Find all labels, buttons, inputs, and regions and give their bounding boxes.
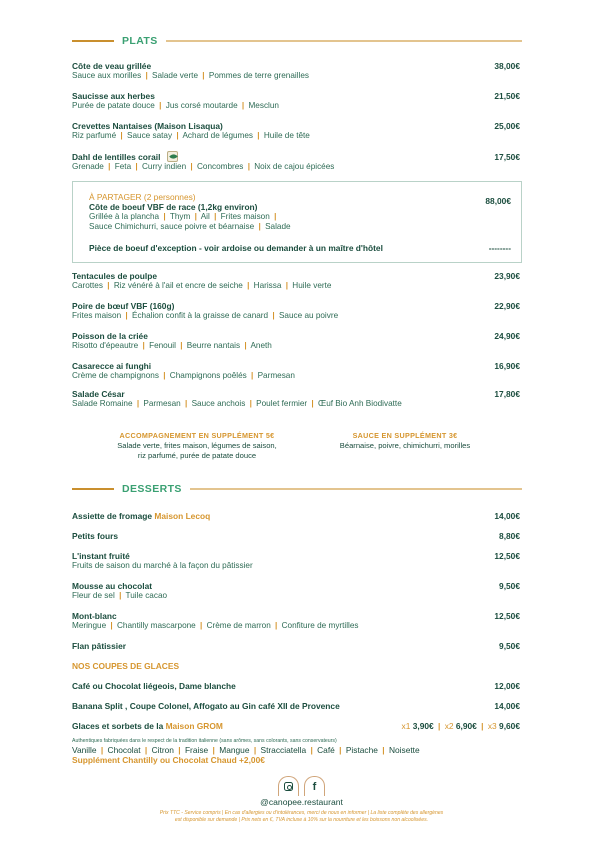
- desc-part: Tuile cacao: [125, 591, 168, 600]
- desc-part: Salade: [265, 222, 291, 231]
- item-name: L'instant fruité: [72, 551, 130, 561]
- item-name: Glaces et sorbets de la Maison GROM: [72, 721, 223, 731]
- desc-part: Sauce au poivre: [278, 311, 339, 320]
- desc-part: Noisette: [388, 745, 420, 755]
- item-name: Crevettes Nantaises (Maison Lisaqua): [72, 121, 223, 131]
- item-description: [72, 71, 520, 81]
- item-name: Saucisse aux herbes: [72, 91, 155, 101]
- separator: |: [145, 71, 148, 80]
- item-description: [72, 399, 520, 409]
- desc-part: Frites maison: [72, 311, 122, 320]
- menu-item: [72, 531, 520, 541]
- separator: |: [285, 281, 289, 290]
- desc-part: Fenouil: [149, 341, 176, 350]
- desc-part: Mangue: [219, 745, 250, 755]
- menu-item: [72, 91, 520, 111]
- item-name: Assiette de fromage Maison Lecoq: [72, 511, 211, 521]
- desc-part: Noix de cajou épicées: [254, 162, 335, 171]
- item-name: Petits fours: [72, 531, 119, 541]
- desc-part: Salade verte: [152, 71, 199, 80]
- divider-line: [190, 488, 522, 490]
- desc-part: Huile verte: [292, 281, 332, 290]
- brand-name: Maison Lecoq: [154, 511, 211, 521]
- item-description: [72, 101, 520, 111]
- item-name: Flan pâtissier: [72, 641, 126, 651]
- desc-part: Feta: [114, 162, 132, 171]
- menu-item: [72, 511, 520, 521]
- item-description: [72, 281, 520, 291]
- item-name: Côte de veau grillée: [72, 61, 152, 71]
- item-description: [72, 162, 520, 172]
- separator: |: [176, 131, 179, 140]
- exception-price: --------: [488, 243, 511, 253]
- separator: |: [214, 212, 217, 221]
- price: 9,60€: [496, 721, 520, 731]
- desc-part: Carottes: [72, 281, 103, 290]
- separator: |: [339, 745, 342, 755]
- item-price: 25,00€: [494, 121, 520, 131]
- supplement-text: Béarnaise, poivre, chimichurri, morilles: [339, 441, 471, 450]
- brand-name: Maison GROM: [165, 721, 223, 731]
- separator: |: [438, 721, 441, 731]
- item-description: [72, 591, 520, 601]
- item-description: [72, 621, 520, 631]
- item-description: [72, 371, 520, 381]
- menu-item: [72, 551, 520, 571]
- item-price: 17,80€: [494, 389, 520, 399]
- desc-part: Huile de tête: [263, 131, 310, 140]
- desc-part: Sauce Chimichurri, sauce poivre et béarnaise: [89, 222, 255, 231]
- menu-item: [72, 301, 520, 321]
- menu-item: [72, 389, 520, 409]
- quantity: x3: [487, 721, 497, 731]
- separator: |: [200, 621, 203, 630]
- desc-part: Achard de légumes: [182, 131, 254, 140]
- desc-part: Sauce satay: [127, 131, 173, 140]
- item-price: 24,90€: [494, 331, 520, 341]
- separator: |: [163, 371, 166, 380]
- desc-part: Risotto d'épeautre: [72, 341, 139, 350]
- item-price: 16,90€: [494, 361, 520, 371]
- desc-part: Vanille: [72, 745, 97, 755]
- desc-part: Crème de marron: [206, 621, 271, 630]
- desc-part: Jus corsé moutarde: [165, 101, 238, 110]
- item-price: 38,00€: [494, 61, 520, 71]
- menu-item: [72, 331, 520, 351]
- separator: |: [253, 745, 257, 755]
- desc-part: Parmesan: [143, 399, 181, 408]
- item-name: Poire de bœuf VBF (160g): [72, 301, 175, 311]
- divider-line: [166, 40, 522, 42]
- coupes-title: NOS COUPES DE GLACES: [72, 661, 180, 671]
- item-price: 9,50€: [499, 581, 520, 591]
- item-name: Banana Split , Coupe Colonel, Affogato au Gin café XII de Provence: [72, 701, 340, 711]
- separator: |: [178, 745, 181, 755]
- menu-item: [72, 121, 520, 141]
- item-description: [72, 341, 520, 351]
- item-name: Tentacules de poulpe: [72, 271, 158, 281]
- desc-part: Stracciatella: [260, 745, 307, 755]
- menu-item: [72, 681, 520, 691]
- item-price: 9,50€: [499, 641, 520, 651]
- item-price: 23,90€: [494, 271, 520, 281]
- desc-part: Champignons poêlés: [169, 371, 247, 380]
- desc-part: Café: [317, 745, 335, 755]
- desc-part: Fruits de saison du marché à la façon du pâtissier: [72, 561, 253, 570]
- separator: |: [185, 399, 188, 408]
- item-price: 12,00€: [494, 681, 520, 691]
- separator: |: [258, 222, 261, 231]
- quantity: x2: [444, 721, 454, 731]
- separator: |: [272, 311, 275, 320]
- legal-notice: Prix TTC - Service compris | En cas d'allergies ou d'intolérances, merci de nous en informer | La liste complète des allergènes est disponible sur demande | Prix nets en €, TVA incluse à 10% sur la nourriture et les boissons non alcoolisées.: [159, 810, 444, 823]
- social-links: [0, 776, 603, 796]
- separator: |: [247, 281, 250, 290]
- desc-part: Harissa: [253, 281, 282, 290]
- item-name: Café ou Chocolat liégeois, Dame blanche: [72, 681, 236, 691]
- desc-part: Échalion confit à la graisse de canard: [132, 311, 269, 320]
- separator: |: [190, 162, 193, 171]
- supplement-chantilly: Supplément Chantilly ou Chocolat Chaud +2,00€: [72, 755, 265, 765]
- desc-part: Chantilly mascarpone: [117, 621, 196, 630]
- menu-item: [72, 361, 520, 381]
- divider-line: [72, 488, 114, 490]
- vegetarian-leaf-icon: [167, 151, 178, 162]
- grom-fine-print: Authentiques fabriquées dans le respect de la tradition italienne (sans arômes, sans colorants, sans conservateurs): [72, 738, 337, 744]
- desc-part: Concombres: [196, 162, 244, 171]
- item-price: 21,50€: [494, 91, 520, 101]
- share-dish-name: Côte de boeuf VBF de race (1,2kg environ): [89, 202, 258, 212]
- desc-part: Pistache: [345, 745, 378, 755]
- desc-part: Curry indien: [141, 162, 187, 171]
- separator: |: [135, 162, 138, 171]
- share-box: [72, 181, 522, 263]
- separator: |: [159, 101, 162, 110]
- grom-prices: [402, 721, 520, 731]
- separator: |: [275, 621, 278, 630]
- desc-part: Aneth: [250, 341, 272, 350]
- menu-item: [72, 611, 520, 631]
- separator: |: [212, 745, 215, 755]
- item-price: 12,50€: [494, 611, 520, 621]
- supplement-title: ACCOMPAGNEMENT EN SUPPLÉMENT 5€: [119, 431, 275, 440]
- separator: |: [241, 101, 245, 110]
- section-header-plats: [72, 35, 522, 47]
- separator: |: [163, 212, 166, 221]
- desc-part: Purée de patate douce: [72, 101, 155, 110]
- item-price: 14,00€: [494, 511, 520, 521]
- separator: |: [125, 311, 128, 320]
- separator: |: [107, 281, 110, 290]
- item-description: [72, 131, 520, 141]
- supplement-accompaniment: [92, 431, 302, 461]
- desc-part: Fleur de sel: [72, 591, 115, 600]
- exception-text: Pièce de boeuf d'exception - voir ardoise ou demander à un maître d'hôtel: [89, 243, 383, 253]
- desc-part: Grenade: [72, 162, 104, 171]
- separator: |: [180, 341, 183, 350]
- menu-item: [72, 271, 520, 291]
- instagram-button[interactable]: [278, 776, 299, 796]
- menu-item: [72, 61, 520, 81]
- desc-part: Salade Romaine: [72, 399, 133, 408]
- item-price: 17,50€: [494, 152, 520, 162]
- quantity: x1: [401, 721, 411, 731]
- separator: |: [120, 131, 123, 140]
- supplement-text: Salade verte, frites maison, légumes de saison,: [117, 441, 277, 450]
- desc-part: Sauce anchois: [191, 399, 246, 408]
- separator: |: [119, 591, 122, 600]
- separator: |: [244, 341, 247, 350]
- social-handle[interactable]: @canopee.restaurant: [260, 797, 343, 807]
- separator: |: [257, 131, 260, 140]
- desc-part: Poulet fermier: [256, 399, 308, 408]
- facebook-button[interactable]: [304, 776, 325, 796]
- desc-part: Crème de champignons: [72, 371, 159, 380]
- share-desc-line2: [89, 222, 513, 232]
- item-name: Mont-blanc: [72, 611, 117, 621]
- share-desc-line1: [89, 212, 513, 222]
- item-price: 22,90€: [494, 301, 520, 311]
- supplement-title: SAUCE EN SUPPLÉMENT 3€: [352, 431, 458, 440]
- item-price: 12,50€: [494, 551, 520, 561]
- item-name: Casarecce ai funghi: [72, 361, 152, 371]
- separator: |: [194, 212, 197, 221]
- item-description: [72, 311, 520, 321]
- instagram-icon: [284, 782, 293, 791]
- separator: |: [144, 745, 148, 755]
- price: 6,90€: [453, 721, 477, 731]
- item-price: 8,80€: [499, 531, 520, 541]
- desc-part: Meringue: [72, 621, 107, 630]
- section-title: DESSERTS: [122, 483, 182, 495]
- separator: |: [110, 621, 113, 630]
- desc-part: Citron: [151, 745, 174, 755]
- price: 3,90€: [410, 721, 434, 731]
- desc-part: Fraise: [184, 745, 209, 755]
- item-name: Salade César: [72, 389, 125, 399]
- desc-part: Ail: [200, 212, 210, 221]
- share-price: 88,00€: [485, 196, 511, 206]
- separator: |: [274, 212, 277, 221]
- separator: |: [247, 162, 250, 171]
- menu-item: [72, 701, 520, 711]
- separator: |: [311, 399, 314, 408]
- desc-part: Parmesan: [257, 371, 295, 380]
- separator: |: [249, 399, 252, 408]
- separator: |: [108, 162, 111, 171]
- supplement-sauce: [320, 431, 490, 451]
- separator: |: [100, 745, 104, 755]
- separator: |: [382, 745, 385, 755]
- separator: |: [202, 71, 205, 80]
- desc-part: Riz vénéré à l'ail et encre de seiche: [113, 281, 243, 290]
- supplement-text: riz parfumé, purée de patate douce: [137, 451, 257, 460]
- separator: |: [481, 721, 484, 731]
- desc-part: Mesclun: [248, 101, 279, 110]
- menu-item: [72, 151, 520, 172]
- item-name: Poisson de la criée: [72, 331, 148, 341]
- desc-part: Chocolat: [107, 745, 141, 755]
- section-title: PLATS: [122, 35, 158, 47]
- menu-item: [72, 641, 520, 651]
- flavor-list: [72, 745, 420, 755]
- menu-item-grom: [72, 721, 520, 731]
- desc-part: Riz parfumé: [72, 131, 117, 140]
- facebook-icon: f: [312, 780, 317, 793]
- divider-line: [72, 40, 114, 42]
- separator: |: [310, 745, 313, 755]
- item-price: 14,00€: [494, 701, 520, 711]
- desc-part: Œuf Bio Anh Biodivatte: [318, 399, 402, 408]
- share-label: À PARTAGER (2 personnes): [89, 192, 196, 202]
- item-description: [72, 561, 520, 571]
- section-header-desserts: [72, 483, 522, 495]
- item-name: Mousse au chocolat: [72, 581, 153, 591]
- desc-part: Beurre nantais: [186, 341, 241, 350]
- menu-item: [72, 581, 520, 601]
- separator: |: [251, 371, 254, 380]
- desc-part: Frites maison: [220, 212, 270, 221]
- separator: |: [142, 341, 145, 350]
- desc-part: Confiture de myrtilles: [281, 621, 359, 630]
- item-name: Dahl de lentilles corail: [72, 151, 178, 162]
- desc-part: Pommes de terre grenailles: [208, 71, 309, 80]
- desc-part: Thym: [169, 212, 191, 221]
- separator: |: [136, 399, 140, 408]
- desc-part: Sauce aux morilles: [72, 71, 142, 80]
- desc-part: Grillée à la plancha: [89, 212, 160, 221]
